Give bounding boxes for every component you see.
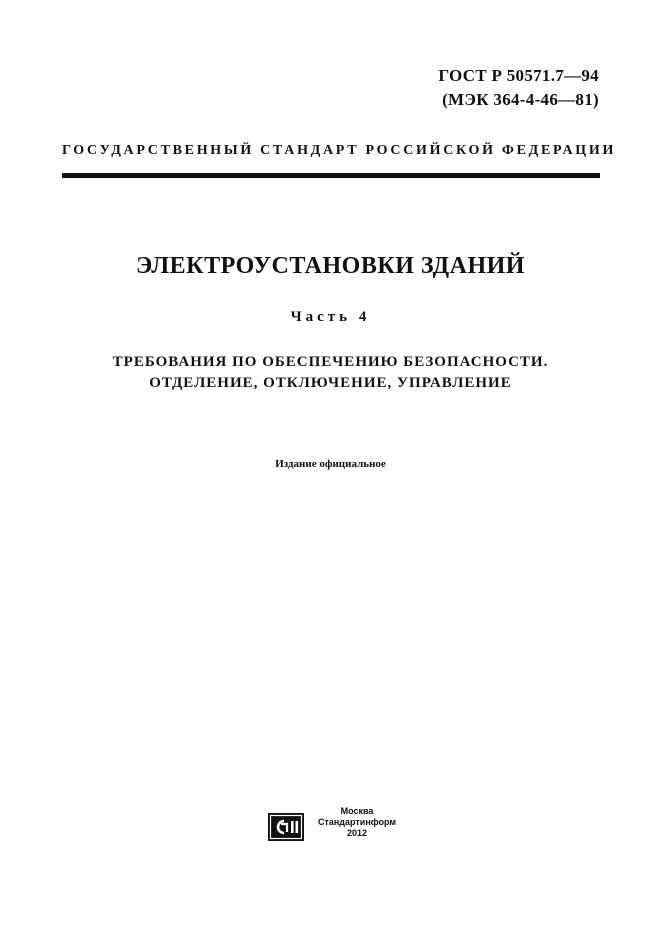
publisher-city: Москва bbox=[340, 806, 374, 816]
publisher-text bbox=[307, 806, 407, 839]
iec-number: (МЭК 364-4-46—81) bbox=[442, 90, 599, 109]
publisher-name: Стандартинформ bbox=[317, 817, 397, 827]
gost-number: ГОСТ Р 50571.7—94 bbox=[438, 66, 599, 85]
edition-label: Издание официальное bbox=[275, 458, 386, 470]
part-label: Часть 4 bbox=[290, 309, 371, 325]
subtitle-line-2: ОТДЕЛЕНИЕ, ОТКЛЮЧЕНИЕ, УПРАВЛЕНИЕ bbox=[149, 375, 512, 391]
subtitle-line-1: ТРЕБОВАНИЯ ПО ОБЕСПЕЧЕНИЮ БЕЗОПАСНОСТИ. bbox=[112, 354, 549, 370]
publisher-block bbox=[267, 806, 417, 846]
document-title: ЭЛЕКТРОУСТАНОВКИ ЗДАНИЙ bbox=[136, 253, 525, 279]
gost-designation bbox=[438, 64, 599, 112]
standartinform-logo-icon bbox=[267, 812, 305, 842]
document-subtitle bbox=[0, 352, 661, 394]
header-divider bbox=[62, 173, 600, 178]
state-standard-label: ГОСУДАРСТВЕННЫЙ СТАНДАРТ РОССИЙСКОЙ ФЕДЕРАЦИИ bbox=[62, 143, 617, 158]
publisher-year: 2012 bbox=[346, 828, 368, 838]
